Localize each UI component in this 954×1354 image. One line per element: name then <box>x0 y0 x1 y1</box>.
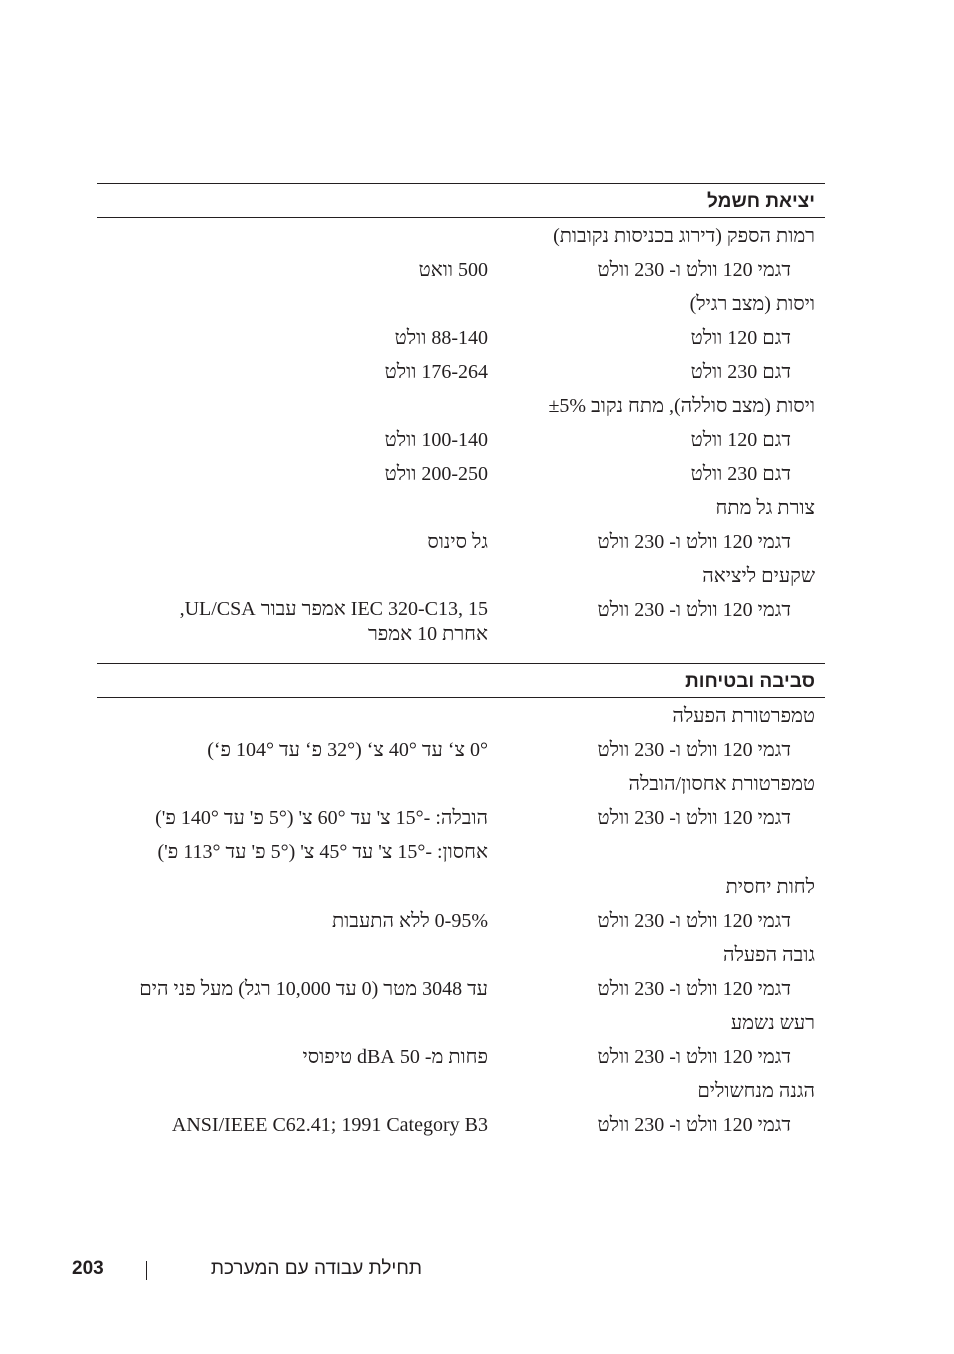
spec-row <box>97 593 825 651</box>
spec-row <box>97 287 825 321</box>
spec-row <box>97 559 825 593</box>
spec-row <box>97 904 825 938</box>
spec-value <box>97 491 522 525</box>
spec-row <box>97 699 825 733</box>
section-environment-safety <box>97 663 825 1142</box>
spec-row <box>97 389 825 423</box>
spec-label: דגם 230 וולט <box>690 361 791 383</box>
spec-label: ויסות (מצב רגיל) <box>689 293 815 315</box>
spec-label: דגמי 120 וולט ו- 230 וולט <box>597 910 791 932</box>
spec-value: 500 וואט <box>418 259 488 281</box>
spec-row <box>97 1108 825 1142</box>
spec-value: פחות מ- 50 dBA טיפוסי <box>302 1046 488 1068</box>
spec-label: דגמי 120 וולט ו- 230 וולט <box>597 978 791 1000</box>
spec-value: 200-250 וולט <box>384 463 488 485</box>
spec-label: דגמי 120 וולט ו- 230 וולט <box>597 739 791 761</box>
spec-value <box>97 287 522 321</box>
spec-row <box>97 253 825 287</box>
spec-row <box>97 1040 825 1074</box>
spec-row <box>97 1074 825 1108</box>
spec-row <box>97 321 825 355</box>
spec-row <box>97 801 825 835</box>
spec-value <box>97 389 522 423</box>
spec-label: דגם 120 וולט <box>690 429 791 451</box>
spec-label: דגמי 120 וולט ו- 230 וולט <box>597 1046 791 1068</box>
spec-row <box>97 870 825 904</box>
spec-label: לחות יחסית <box>725 876 815 898</box>
spec-row <box>97 355 825 389</box>
spec-row <box>97 457 825 491</box>
spec-row <box>97 1006 825 1040</box>
spec-value: 88-140 וולט <box>394 327 488 349</box>
spec-value: גל סינוס <box>427 531 488 553</box>
spec-label: צורת גל מתח <box>715 497 815 519</box>
spec-label: דגם 120 וולט <box>690 327 791 349</box>
spec-label: דגמי 120 וולט ו- 230 וולט <box>597 259 791 281</box>
spec-label: שקעים ליציאה <box>702 565 815 587</box>
spec-value: 0-95% ללא התעבות <box>331 910 488 932</box>
spec-value <box>97 938 522 972</box>
spec-row <box>97 972 825 1006</box>
footer-title: תחילת עבודה עם המערכת <box>210 1258 422 1279</box>
spec-label: רמות הספק (דירוג בכניסות נקובות) <box>553 225 815 247</box>
spec-row <box>97 423 825 457</box>
spec-value: אחסון: -15° צ' עד 45° צ' (5° פ' עד 113° פ') <box>157 841 488 863</box>
spec-value <box>97 593 498 651</box>
spec-label: דגמי 120 וולט ו- 230 וולט <box>597 599 791 621</box>
spec-label: דגמי 120 וולט ו- 230 וולט <box>597 1114 791 1136</box>
spec-value <box>97 1006 522 1040</box>
spec-value: 0° צ‘ עד 40° צ‘ (32° פ‘ עד 104° פ‘) <box>207 739 488 761</box>
spec-label: גובה הפעלה <box>722 944 815 966</box>
spec-row <box>97 491 825 525</box>
spec-row <box>97 835 825 869</box>
section-heading: יציאת חשמל <box>97 183 825 218</box>
section-heading: סביבה ובטיחות <box>97 663 825 698</box>
spec-row <box>97 733 825 767</box>
spec-row <box>97 219 825 253</box>
spec-row <box>97 938 825 972</box>
section-power-output <box>97 183 825 651</box>
spec-value: הובלה: -15° צ' עד 60° צ' (5° פ' עד 140° פ') <box>155 807 488 829</box>
spec-row <box>97 767 825 801</box>
spec-value: 176-264 וולט <box>384 361 488 383</box>
spec-label <box>498 835 825 869</box>
spec-value <box>97 1074 522 1108</box>
spec-value <box>97 767 522 801</box>
spec-label: רעש נשמע <box>730 1012 815 1034</box>
spec-value <box>97 870 522 904</box>
spec-value: 100-140 וולט <box>384 429 488 451</box>
spec-label: דגם 230 וולט <box>690 463 791 485</box>
footer-divider <box>146 1261 147 1280</box>
spec-value: ANSI/IEEE C62.41; 1991 Category B3 <box>171 1114 488 1136</box>
spec-value <box>97 559 522 593</box>
spec-label: ויסות (מצב סוללה), מתח נקוב ±5% <box>548 395 815 417</box>
page-footer <box>0 1258 954 1288</box>
spec-page <box>97 183 825 1142</box>
spec-label: טמפרטורת הפעלה <box>672 705 815 727</box>
spec-value <box>97 219 522 253</box>
spec-value-line: אחרת 10 אמפר <box>367 623 488 645</box>
spec-row <box>97 525 825 559</box>
spec-label: טמפרטורת אחסון/הובלה <box>628 773 815 795</box>
spec-label: הגנה מנחשולים <box>697 1080 815 1102</box>
spec-label: דגמי 120 וולט ו- 230 וולט <box>597 807 791 829</box>
spec-value: עד 3048 מטר (0 עד 10,000 רגל) מעל פני הים <box>139 978 488 1000</box>
spec-label: דגמי 120 וולט ו- 230 וולט <box>597 531 791 553</box>
page-number: 203 <box>72 1258 104 1279</box>
spec-value-line: IEC 320-C13, 15 אמפר עבור UL/CSA, <box>179 598 488 620</box>
spec-value <box>97 699 522 733</box>
